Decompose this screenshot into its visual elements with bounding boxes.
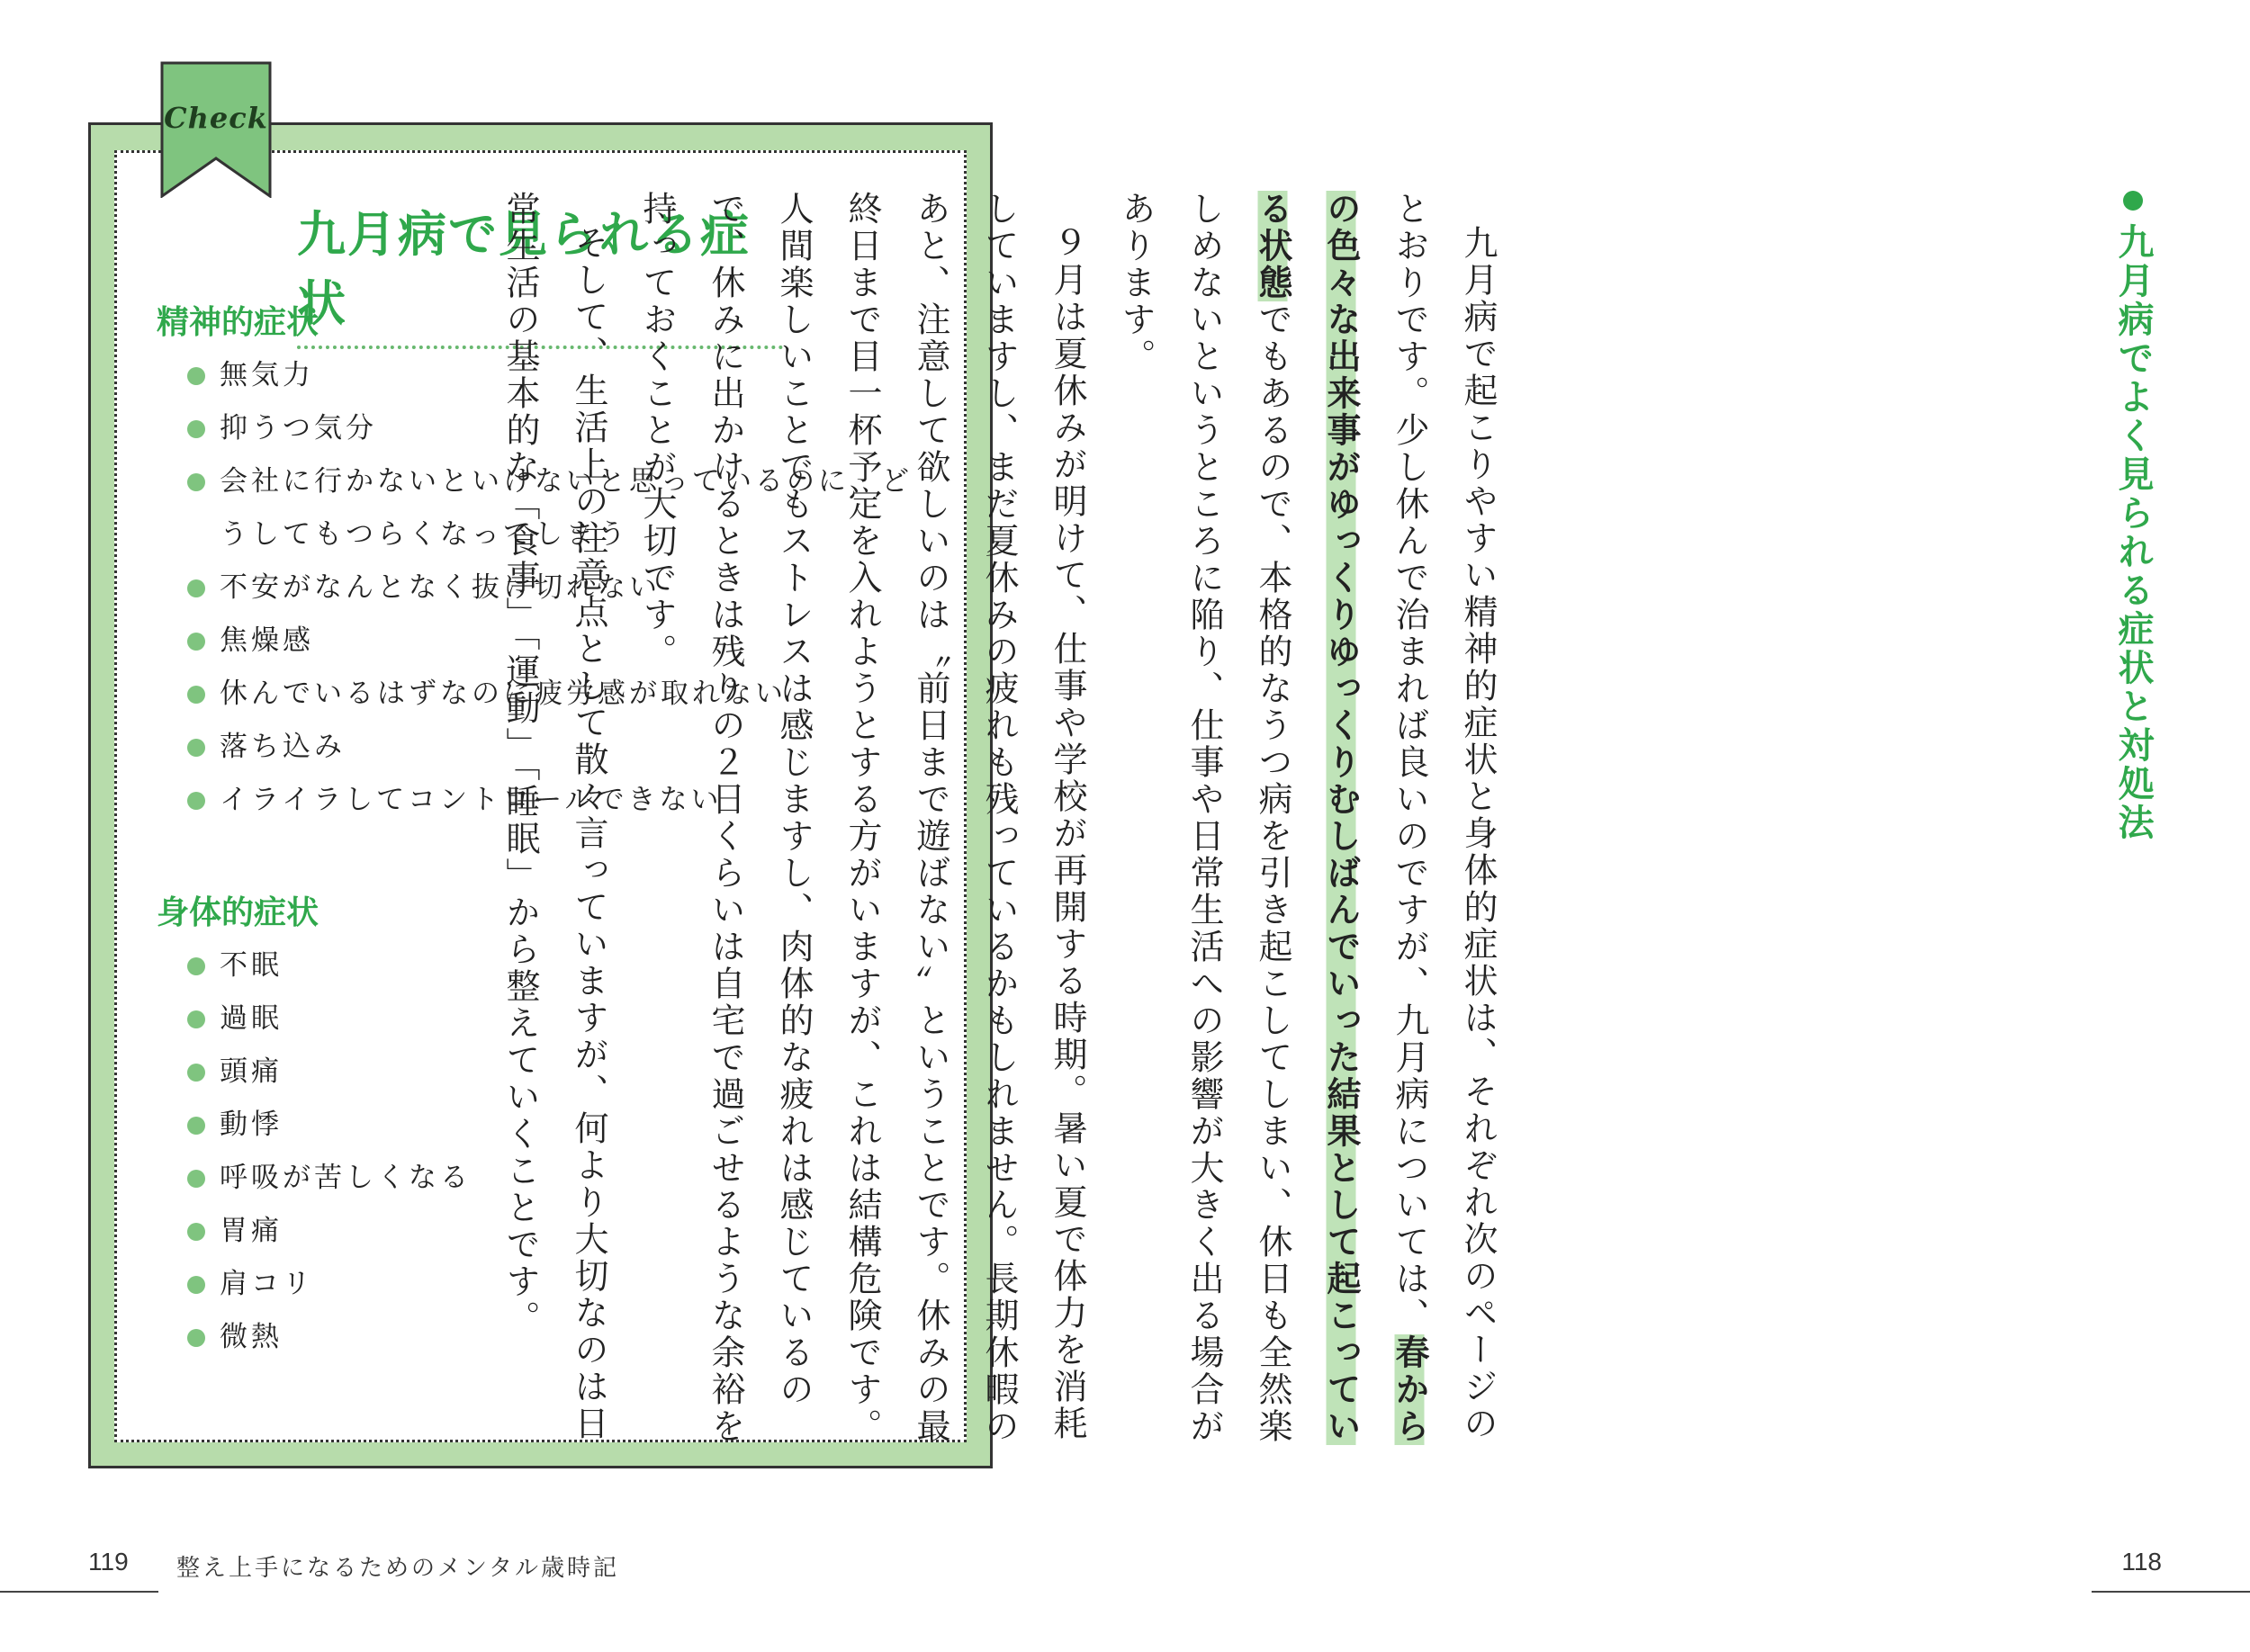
paragraph-2: ９月は夏休みが明けて、仕事や学校が再開する時期。暑い夏で体力を消耗していますし、まだ夏休みの疲れも残っているかもしれません。長期休暇のあと、注意して欲しいのは〝前日まで遊ばない〟ということです。休みの最終日まで目一杯予定を入れようとする方がいますが、これは結構危険です。人間楽しいことでもストレスは感じますし、肉体的な疲れは感じているので、休みに出かけるときは残りの２日くらいは自宅で過ごせるような余裕を持っておくことが大切です。: [637, 191, 1087, 1445]
list-item: 会社に行かないといけないと思っているのに、ど: [187, 455, 943, 508]
list-item-continuation: うしてもつらくなってしまう: [220, 518, 629, 551]
bullet-dot-icon: [2123, 191, 2143, 211]
emphasis-text: 春からの色々な出来事がゆっくりゆっくりむしばんでいった結果として起こっている状態: [1253, 191, 1429, 1445]
body-text: [486, 191, 1512, 1477]
list-item: 動悸: [187, 1099, 943, 1152]
list-item: 頭痛: [187, 1046, 943, 1099]
running-title: 整え上手になるためのメンタル歳時記: [176, 1555, 619, 1582]
list-item: 胃痛: [187, 1205, 943, 1258]
list-item: 不眠: [187, 939, 943, 992]
box-title: 九月病で見られる症状: [297, 196, 783, 349]
footer-rule-left: [0, 1546, 158, 1593]
section-title: [2106, 191, 2160, 857]
list-item: 微熱: [187, 1311, 943, 1364]
list-item: 無気力: [187, 349, 943, 402]
list-item: 休んでいるはずなのに疲労感が取れない: [187, 668, 943, 721]
list-item: 落ち込み: [187, 721, 943, 774]
list-item: 焦燥感: [187, 615, 943, 668]
list-item: 過眠: [187, 992, 943, 1046]
ribbon-label: Check: [164, 101, 268, 135]
paragraph-1: [1102, 191, 1512, 1477]
paragraph-1-b: でもあるので、本格的なうつ病を引き起こしてしまい、休日も全然楽しめないというところに陥り、仕事や日常生活への影響が大きく出る場合があります。: [1116, 191, 1292, 1445]
mental-symptoms-heading: 精神的症状: [157, 304, 320, 341]
paragraph-1-a: 九月病で起こりやすい精神的症状と身体的症状は、それぞれ次のページのとおりです。少し休んで治まれば良いのですが、九月病については、: [1390, 191, 1498, 1442]
list-item: 呼吸が苦しくなる: [187, 1152, 943, 1205]
list-item: 肩コリ: [187, 1258, 943, 1311]
page-number-right: 118: [2121, 1548, 2162, 1576]
page-number-left: 119: [88, 1548, 129, 1576]
list-item: 不安がなんとなく抜け切れない: [187, 561, 943, 615]
section-title-text: 九月病でよく見られる症状と対処法: [2112, 223, 2154, 842]
list-item: イライラしてコントロールできない: [187, 774, 943, 827]
paragraph-3: そして、生活上の注意点として散々言っていますが、何より大切なのは日常生活の基本的な「食事」「運動」「睡眠」から整えていくことです。: [500, 191, 608, 1442]
physical-symptoms-heading: 身体的症状: [157, 894, 320, 931]
check-ribbon: [160, 61, 272, 198]
footer-rule-right: [2092, 1546, 2250, 1593]
list-item: 抑うつ気分: [187, 402, 943, 455]
